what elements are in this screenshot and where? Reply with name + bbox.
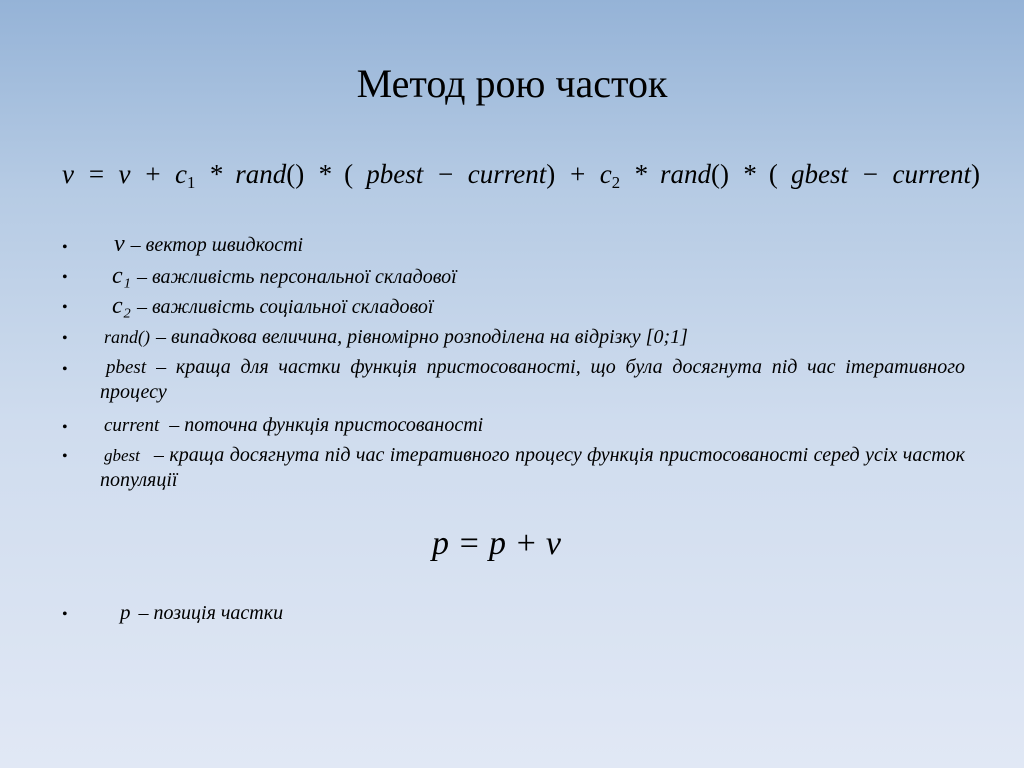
bullet-marker: • (62, 361, 68, 378)
list-item-v (100, 232, 965, 257)
item-symbol: p (120, 600, 131, 624)
list-item-pbest (100, 355, 965, 404)
bullet-marker: • (62, 330, 68, 347)
item-text: – позиція частки (138, 602, 284, 624)
bullet-marker: • (62, 419, 68, 436)
list-item-c1 (100, 264, 965, 289)
item-text: – поточна функція пристосованості (169, 414, 484, 436)
item-symbol: rand() (104, 327, 150, 347)
bullet-marker: • (62, 299, 68, 316)
bullet-marker: • (62, 239, 68, 256)
bullet-marker: • (62, 269, 68, 286)
item-text: – випадкова величина, рівномірно розподілена на відрізку [0;1] (156, 326, 688, 348)
list-item-gbest (100, 443, 965, 492)
list-item-current (100, 413, 965, 438)
item-text: – вектор швидкості (130, 234, 304, 256)
item-symbol: v (114, 231, 125, 257)
slide-title: Метод рою часток (356, 61, 668, 106)
position-formula: p = p + v (432, 525, 561, 562)
item-symbol: pbest (106, 357, 147, 378)
list-item-rand (100, 325, 965, 349)
item-symbol: current (104, 415, 160, 436)
bullet-marker: • (62, 606, 68, 623)
item-symbol: c₁ (112, 263, 131, 289)
list-item-p (100, 600, 965, 625)
item-text: – важливість персональної складової (137, 266, 457, 288)
item-symbol: c₂ (112, 293, 131, 319)
item-text: – краща досягнута під час ітеративного процесу функція пристосованості серед усіх часток популяції (100, 444, 965, 491)
item-text: – краща для частки функція пристосованості, що була досягнута під час ітеративного процесу (100, 356, 965, 403)
list-item-c2 (100, 294, 965, 319)
velocity-formula: $v = v + c_1$ * rand() * ( pbest − current) + $c_2$ * rand() * ( gbest − current) (62, 159, 981, 193)
bullet-marker: • (62, 448, 68, 465)
item-symbol: gbest (104, 446, 140, 465)
item-text: – важливість соціальної складової (137, 296, 434, 318)
